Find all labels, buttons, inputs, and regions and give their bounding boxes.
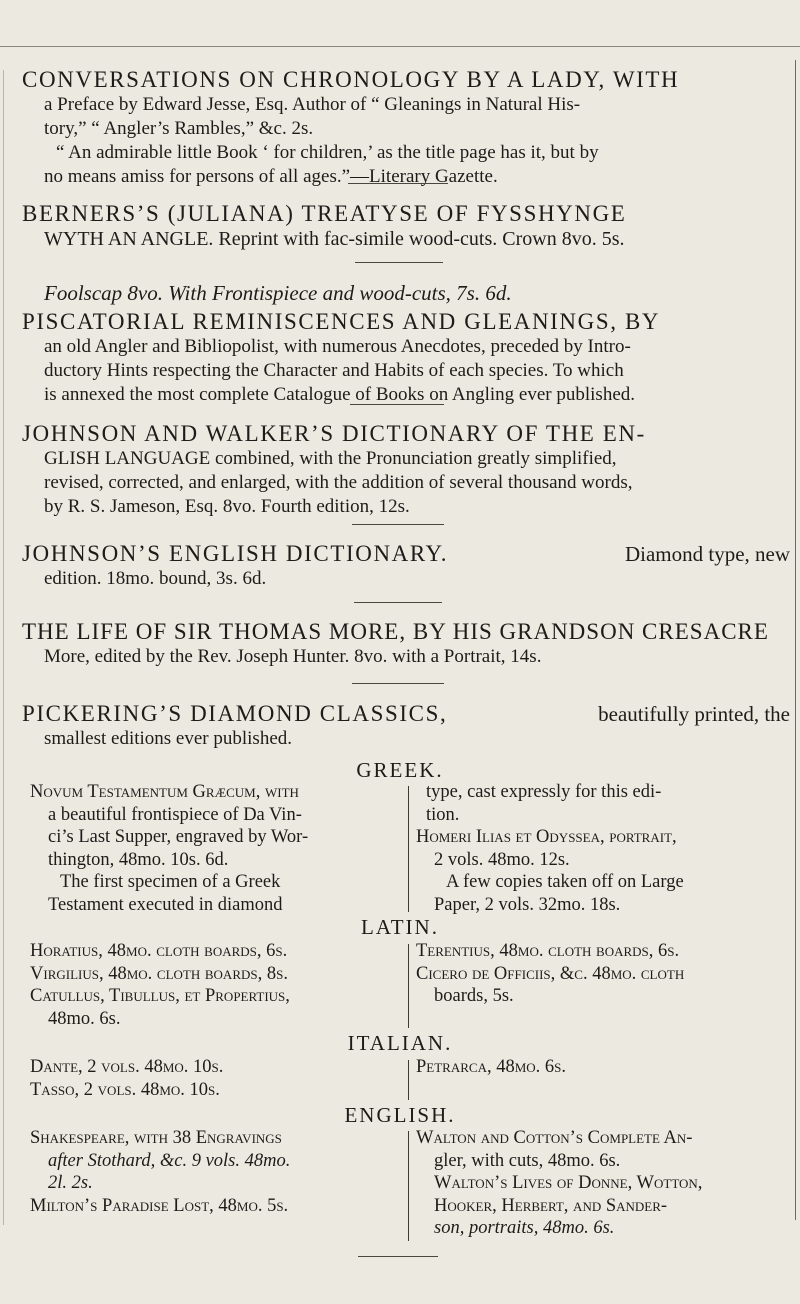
entry-pickering	[22, 700, 790, 751]
list-item: Tasso, 2 vols. 48mo. 10s.	[30, 1079, 220, 1100]
list-item: after Stothard, &c. 9 vols. 48mo.	[48, 1150, 291, 1171]
greek-left-column	[30, 781, 402, 916]
separator-rule	[352, 683, 444, 684]
list-item: 2l. 2s.	[48, 1173, 93, 1193]
entry-line: is annexed the most complete Catalogue of Books on Angling ever published.	[44, 384, 636, 405]
list-item: boards, 5s.	[434, 986, 514, 1006]
column-divider	[408, 1131, 409, 1241]
entry-heading: CONVERSATIONS ON CHRONOLOGY BY A LADY, WITH	[22, 67, 680, 92]
column-divider	[408, 786, 409, 912]
entry-johnson-english	[22, 540, 790, 591]
entry-line: More, edited by the Rev. Joseph Hunter. 8vo. with a Portrait, 14s.	[44, 646, 542, 667]
entry-heading: PICKERING’S DIAMOND CLASSICS,	[22, 701, 448, 726]
list-item: Testament executed in diamond	[48, 894, 283, 915]
list-item: Hooker, Herbert, and Sander-	[434, 1195, 668, 1216]
entry-heading: PISCATORIAL REMINISCENCES AND GLEANINGS, BY	[22, 309, 661, 334]
separator-rule	[358, 1256, 438, 1257]
list-item: Novum Testamentum Græcum, with	[30, 782, 299, 802]
entry-line: revised, corrected, and enlarged, with the addition of several thousand words,	[44, 472, 633, 493]
entry-piscatorial	[22, 278, 790, 407]
column-divider	[408, 1060, 409, 1100]
list-item: a beautiful frontispiece of Da Vin-	[48, 804, 302, 825]
entry-heading-detail: Diamond type, new	[624, 542, 790, 566]
section-heading-latin: LATIN.	[361, 915, 439, 939]
list-item: tion.	[426, 804, 460, 825]
list-item: 48mo. 6s.	[48, 1008, 121, 1029]
list-item: thington, 48mo. 10s. 6d.	[48, 849, 229, 870]
list-item: Dante, 2 vols. 48mo. 10s.	[30, 1057, 224, 1077]
italian-left-column	[30, 1056, 402, 1101]
latin-left-column	[30, 940, 402, 1030]
entry-line: an old Angler and Bibliopolist, with numerous Anecdotes, preceded by Intro-	[44, 336, 631, 357]
entry-heading: THE LIFE OF SIR THOMAS MORE, BY HIS GRANDSON CRESACRE	[22, 619, 769, 644]
list-item: ci’s Last Supper, engraved by Wor-	[48, 827, 309, 847]
entry-heading: JOHNSON AND WALKER’S DICTIONARY OF THE EN-	[22, 421, 646, 446]
list-item: Virgilius, 48mo. cloth boards, 8s.	[30, 963, 288, 984]
entry-line: ductory Hints respecting the Character and Habits of each species. To which	[44, 360, 624, 381]
list-item: son, portraits, 48mo. 6s.	[434, 1218, 615, 1238]
entry-line: smallest editions ever published.	[44, 728, 293, 749]
list-item: type, cast expressly for this edi-	[426, 782, 662, 802]
separator-rule	[352, 524, 444, 525]
separator-rule	[348, 183, 448, 184]
list-item: Walton and Cotton’s Complete An-	[416, 1128, 693, 1148]
entry-line: tory,” “ Angler’s Rambles,” &c. 2s.	[44, 118, 314, 139]
list-item: The first specimen of a Greek	[60, 872, 281, 892]
separator-rule	[354, 602, 442, 603]
list-item: Shakespeare, with 38 Engravings	[30, 1128, 282, 1148]
entry-more	[22, 618, 790, 669]
english-left-column	[30, 1127, 402, 1217]
italian-right-column	[416, 1056, 790, 1079]
entry-johnson-walker	[22, 420, 790, 519]
entry-line: “ An admirable little Book ‘ for children,’ as the title page has it, but by	[56, 142, 599, 163]
list-item: Homeri Ilias et Odyssea, portrait,	[416, 827, 677, 847]
list-item: Catullus, Tibullus, et Propertius,	[30, 986, 290, 1006]
list-item: Petrarca, 48mo. 6s.	[416, 1057, 567, 1077]
entry-line: GLISH LANGUAGE combined, with the Pronunciation greatly simplified,	[44, 448, 617, 469]
entry-heading-detail: beautifully printed, the	[598, 702, 790, 726]
entry-heading: BERNERS’S (JULIANA) TREATYSE OF FYSSHYNGE	[22, 201, 627, 226]
section-heading-greek: GREEK.	[356, 758, 444, 782]
entry-chronology	[22, 66, 790, 189]
entry-line: by R. S. Jameson, Esq. 8vo. Fourth edition, 12s.	[44, 496, 410, 517]
section-heading-italian: ITALIAN.	[347, 1031, 453, 1055]
list-item: Milton’s Paradise Lost, 48mo. 5s.	[30, 1195, 289, 1216]
entry-line: edition. 18mo. bound, 3s. 6d.	[44, 568, 267, 589]
list-item: Walton’s Lives of Donne, Wotton,	[434, 1173, 703, 1193]
column-divider	[408, 944, 409, 1028]
list-item: Terentius, 48mo. cloth boards, 6s.	[416, 941, 680, 961]
list-item: gler, with cuts, 48mo. 6s.	[434, 1150, 621, 1171]
list-item: A few copies taken off on Large	[446, 872, 684, 892]
format-line: Foolscap 8vo. With Frontispiece and wood-cuts, 7s. 6d.	[44, 281, 512, 305]
english-right-column	[416, 1127, 790, 1240]
separator-rule	[355, 262, 443, 263]
entry-line: no means amiss for persons of all ages.”—Literary Gazette.	[44, 166, 498, 187]
section-heading-english: ENGLISH.	[344, 1103, 456, 1127]
top-border-rule	[0, 46, 800, 47]
list-item: 2 vols. 48mo. 12s.	[434, 849, 570, 870]
entry-line: WYTH AN ANGLE. Reprint with fac-simile wood-cuts. Crown 8vo. 5s.	[44, 228, 625, 250]
entry-line: a Preface by Edward Jesse, Esq. Author of “ Gleanings in Natural His-	[44, 94, 581, 115]
entry-heading: JOHNSON’S ENGLISH DICTIONARY.	[22, 541, 449, 566]
list-item: Horatius, 48mo. cloth boards, 6s.	[30, 941, 288, 961]
list-item: Cicero de Officiis, &c. 48mo. cloth	[416, 963, 685, 984]
entry-berners	[22, 200, 790, 251]
latin-right-column	[416, 940, 790, 1008]
separator-rule	[350, 404, 444, 405]
greek-right-column	[416, 781, 790, 916]
list-item: Paper, 2 vols. 32mo. 18s.	[434, 894, 621, 915]
